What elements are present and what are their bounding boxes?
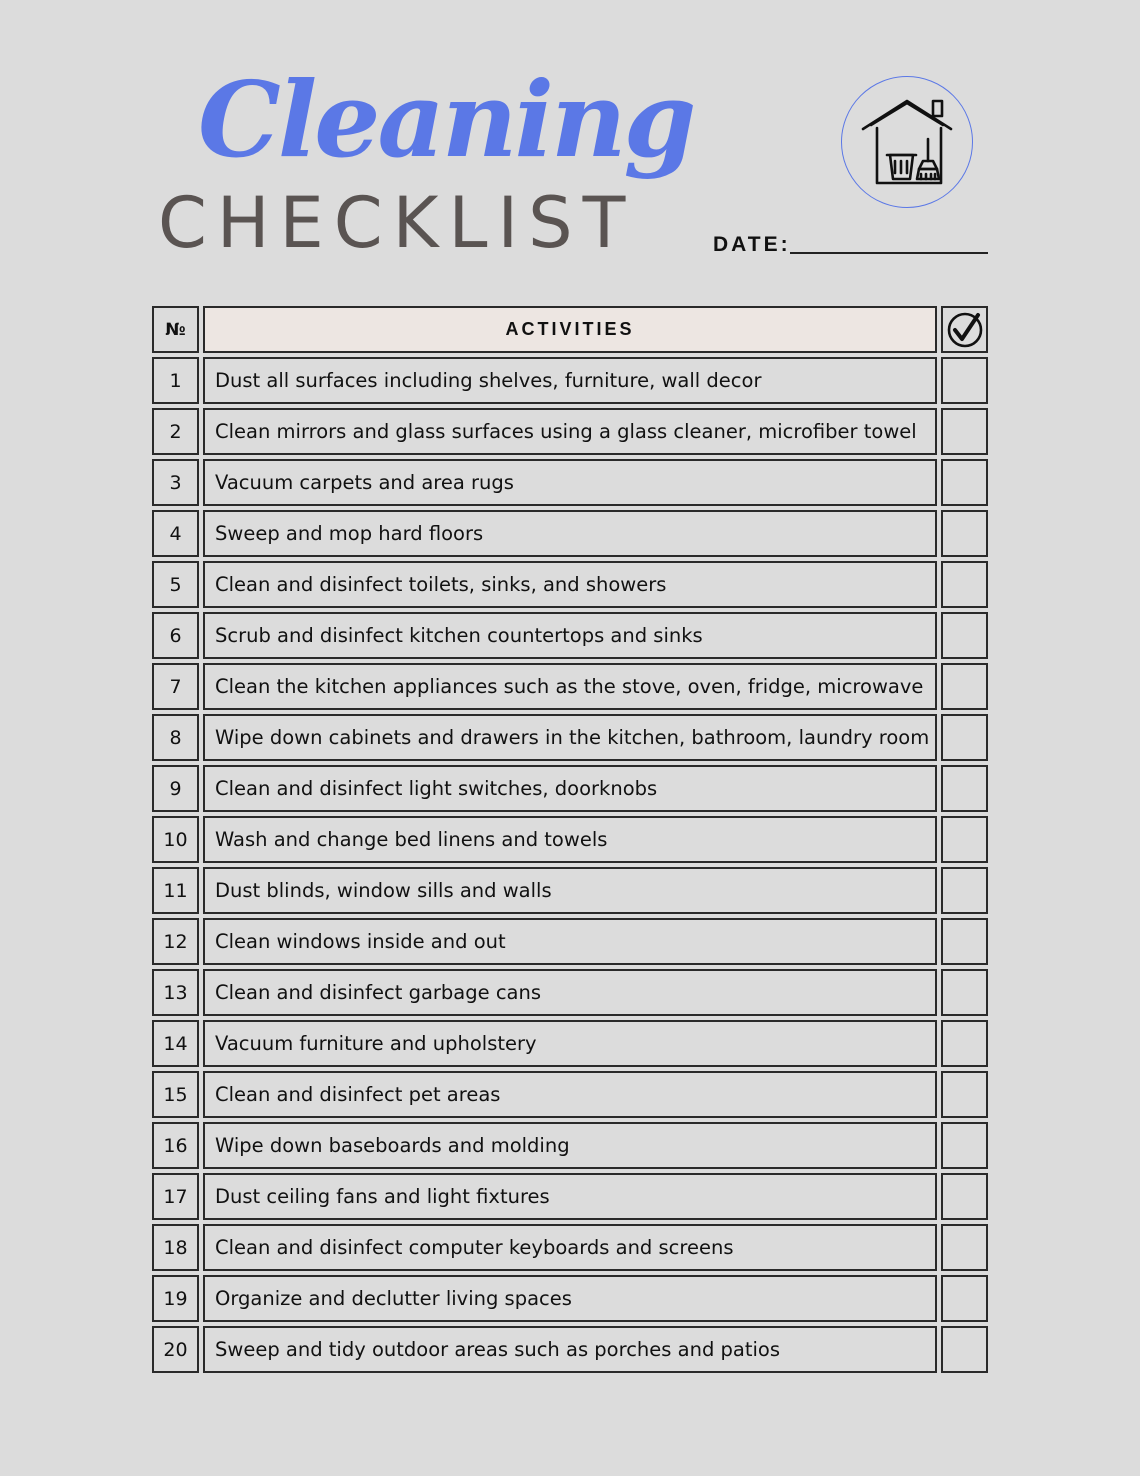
row-activity: Clean and disinfect toilets, sinks, and showers bbox=[203, 561, 937, 608]
row-activity: Clean and disinfect garbage cans bbox=[203, 969, 937, 1016]
table-header bbox=[152, 306, 988, 353]
title-main: CHECKLIST bbox=[158, 182, 636, 264]
row-activity: Clean and disinfect pet areas bbox=[203, 1071, 937, 1118]
row-activity: Clean the kitchen appliances such as the stove, oven, fridge, microwave bbox=[203, 663, 937, 710]
row-number: 8 bbox=[152, 714, 199, 761]
title-script: Cleaning bbox=[198, 58, 694, 181]
row-number: 12 bbox=[152, 918, 199, 965]
table-row bbox=[152, 1020, 988, 1067]
row-number: 15 bbox=[152, 1071, 199, 1118]
row-activity: Scrub and disinfect kitchen countertops and sinks bbox=[203, 612, 937, 659]
logo-badge bbox=[841, 76, 973, 208]
row-checkbox[interactable] bbox=[941, 561, 988, 608]
row-checkbox[interactable] bbox=[941, 867, 988, 914]
table-row bbox=[152, 1173, 988, 1220]
row-checkbox[interactable] bbox=[941, 1275, 988, 1322]
row-checkbox[interactable] bbox=[941, 510, 988, 557]
row-number: 11 bbox=[152, 867, 199, 914]
header-check bbox=[941, 306, 988, 353]
row-number: 20 bbox=[152, 1326, 199, 1373]
row-number: 7 bbox=[152, 663, 199, 710]
table-row bbox=[152, 663, 988, 710]
row-checkbox[interactable] bbox=[941, 663, 988, 710]
table-row bbox=[152, 612, 988, 659]
row-checkbox[interactable] bbox=[941, 612, 988, 659]
table-row bbox=[152, 1326, 988, 1373]
row-activity: Clean and disinfect light switches, doorknobs bbox=[203, 765, 937, 812]
row-activity: Clean windows inside and out bbox=[203, 918, 937, 965]
row-checkbox[interactable] bbox=[941, 969, 988, 1016]
table-row bbox=[152, 561, 988, 608]
row-number: 1 bbox=[152, 357, 199, 404]
row-number: 17 bbox=[152, 1173, 199, 1220]
row-activity: Dust all surfaces including shelves, furniture, wall decor bbox=[203, 357, 937, 404]
table-row bbox=[152, 918, 988, 965]
row-number: 18 bbox=[152, 1224, 199, 1271]
row-checkbox[interactable] bbox=[941, 1224, 988, 1271]
table-row bbox=[152, 1071, 988, 1118]
row-activity: Clean and disinfect computer keyboards and screens bbox=[203, 1224, 937, 1271]
row-activity: Sweep and mop hard floors bbox=[203, 510, 937, 557]
row-activity: Wipe down cabinets and drawers in the kitchen, bathroom, laundry room bbox=[203, 714, 937, 761]
row-activity: Clean mirrors and glass surfaces using a glass cleaner, microfiber towel bbox=[203, 408, 937, 455]
row-number: 10 bbox=[152, 816, 199, 863]
row-activity: Organize and declutter living spaces bbox=[203, 1275, 937, 1322]
row-checkbox[interactable] bbox=[941, 1122, 988, 1169]
row-checkbox[interactable] bbox=[941, 714, 988, 761]
table-row bbox=[152, 1122, 988, 1169]
row-number: 16 bbox=[152, 1122, 199, 1169]
table-row bbox=[152, 459, 988, 506]
table-row bbox=[152, 867, 988, 914]
row-activity: Dust ceiling fans and light fixtures bbox=[203, 1173, 937, 1220]
row-checkbox[interactable] bbox=[941, 918, 988, 965]
row-number: 14 bbox=[152, 1020, 199, 1067]
row-checkbox[interactable] bbox=[941, 765, 988, 812]
row-checkbox[interactable] bbox=[941, 1071, 988, 1118]
date-label: DATE: bbox=[713, 233, 791, 256]
row-checkbox[interactable] bbox=[941, 1173, 988, 1220]
row-checkbox[interactable] bbox=[941, 408, 988, 455]
header-number: № bbox=[152, 306, 199, 353]
date-field[interactable] bbox=[790, 252, 988, 254]
row-checkbox[interactable] bbox=[941, 816, 988, 863]
table-row bbox=[152, 969, 988, 1016]
header-activities: ACTIVITIES bbox=[203, 306, 937, 353]
row-checkbox[interactable] bbox=[941, 1326, 988, 1373]
row-checkbox[interactable] bbox=[941, 1020, 988, 1067]
house-cleaning-icon bbox=[859, 95, 955, 191]
row-number: 3 bbox=[152, 459, 199, 506]
row-checkbox[interactable] bbox=[941, 459, 988, 506]
row-number: 13 bbox=[152, 969, 199, 1016]
table-row bbox=[152, 1224, 988, 1271]
table-row bbox=[152, 765, 988, 812]
row-activity: Vacuum carpets and area rugs bbox=[203, 459, 937, 506]
row-number: 19 bbox=[152, 1275, 199, 1322]
row-activity: Wash and change bed linens and towels bbox=[203, 816, 937, 863]
row-number: 6 bbox=[152, 612, 199, 659]
row-checkbox[interactable] bbox=[941, 357, 988, 404]
row-activity: Vacuum furniture and upholstery bbox=[203, 1020, 937, 1067]
row-activity: Wipe down baseboards and molding bbox=[203, 1122, 937, 1169]
table-row bbox=[152, 357, 988, 404]
table-row bbox=[152, 510, 988, 557]
row-number: 5 bbox=[152, 561, 199, 608]
row-activity: Dust blinds, window sills and walls bbox=[203, 867, 937, 914]
row-activity: Sweep and tidy outdoor areas such as porches and patios bbox=[203, 1326, 937, 1373]
checkmark-circle-icon bbox=[947, 312, 983, 348]
row-number: 9 bbox=[152, 765, 199, 812]
table-row bbox=[152, 1275, 988, 1322]
table-row bbox=[152, 816, 988, 863]
row-number: 4 bbox=[152, 510, 199, 557]
row-number: 2 bbox=[152, 408, 199, 455]
table-row bbox=[152, 408, 988, 455]
table-row bbox=[152, 714, 988, 761]
